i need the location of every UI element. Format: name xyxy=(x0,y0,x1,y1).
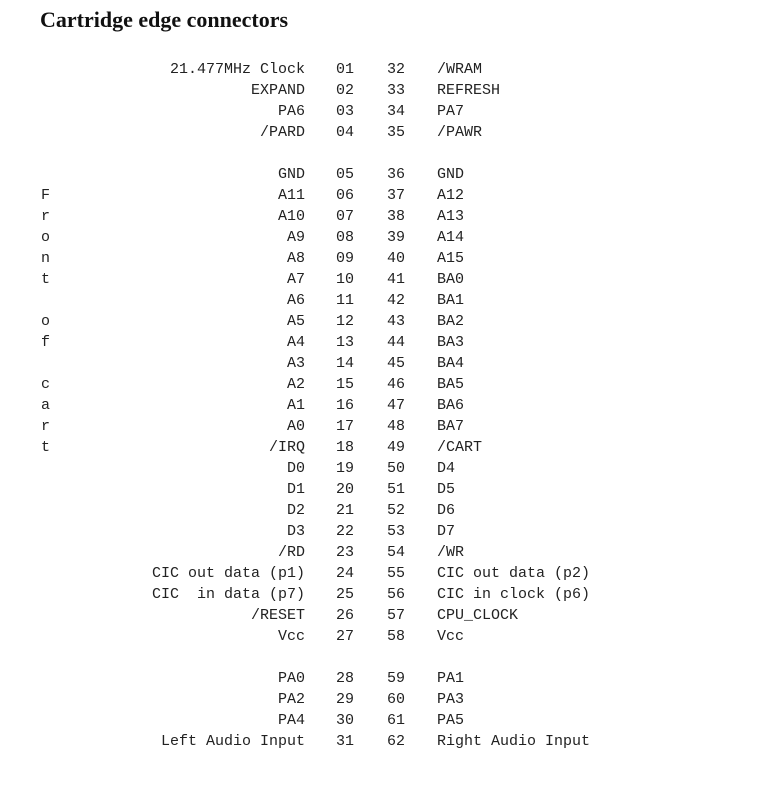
pin-row xyxy=(0,416,771,437)
right-signal-name: BA2 xyxy=(437,313,465,330)
left-pin-number: 14 xyxy=(336,355,355,372)
left-signal-name: A5 xyxy=(286,313,305,330)
right-signal-name: /WRAM xyxy=(437,61,483,78)
right-pin-number: 61 xyxy=(387,712,406,729)
left-pin-number: 07 xyxy=(336,208,355,225)
right-signal-name: CIC out data (p2) xyxy=(437,565,591,582)
left-pin-number: 23 xyxy=(336,544,355,561)
left-signal-name: Vcc xyxy=(277,628,305,645)
left-pin-number: 30 xyxy=(336,712,355,729)
right-pin-number: 35 xyxy=(387,124,406,141)
left-signal-name: D2 xyxy=(286,502,305,519)
left-pin-number: 22 xyxy=(336,523,355,540)
left-pin-number: 02 xyxy=(336,82,355,99)
right-pin-number: 37 xyxy=(387,187,406,204)
left-signal-name: A4 xyxy=(286,334,305,351)
right-pin-number: 59 xyxy=(387,670,406,687)
right-signal-name: /CART xyxy=(437,439,483,456)
right-signal-name: GND xyxy=(437,166,465,183)
right-signal-name: A14 xyxy=(437,229,465,246)
right-signal-name: /PAWR xyxy=(437,124,483,141)
pin-row xyxy=(0,290,771,311)
right-pin-number: 49 xyxy=(387,439,406,456)
left-pin-number: 04 xyxy=(336,124,355,141)
pin-row xyxy=(0,59,771,80)
left-signal-name: A8 xyxy=(286,250,305,267)
left-signal-name: /PARD xyxy=(259,124,305,141)
left-pin-number: 20 xyxy=(336,481,355,498)
left-pin-number: 11 xyxy=(336,292,355,309)
left-signal-name: D0 xyxy=(286,460,305,477)
pin-row xyxy=(0,374,771,395)
left-pin-number: 18 xyxy=(336,439,355,456)
pin-row xyxy=(0,311,771,332)
left-signal-name: /RD xyxy=(277,544,305,561)
right-signal-name: BA3 xyxy=(437,334,465,351)
right-pin-number: 50 xyxy=(387,460,406,477)
left-pin-number: 15 xyxy=(336,376,355,393)
left-pin-number: 31 xyxy=(336,733,355,750)
left-signal-name: PA6 xyxy=(277,103,305,120)
pin-row xyxy=(0,731,771,752)
right-signal-name: PA3 xyxy=(437,691,465,708)
right-signal-name: /WR xyxy=(437,544,465,561)
pin-row xyxy=(0,122,771,143)
right-pin-number: 39 xyxy=(387,229,406,246)
pin-row xyxy=(0,185,771,206)
right-signal-name: REFRESH xyxy=(437,82,501,99)
left-pin-number: 28 xyxy=(336,670,355,687)
pinout-table xyxy=(0,59,771,752)
right-signal-name: BA6 xyxy=(437,397,465,414)
right-pin-number: 40 xyxy=(387,250,406,267)
right-signal-name: Vcc xyxy=(437,628,465,645)
side-label-letter: n xyxy=(41,250,51,267)
pin-row xyxy=(0,605,771,626)
right-signal-name: D5 xyxy=(437,481,456,498)
pin-row xyxy=(0,479,771,500)
right-signal-name: PA7 xyxy=(437,103,465,120)
left-signal-name: GND xyxy=(277,166,305,183)
pin-row xyxy=(0,332,771,353)
pin-row xyxy=(0,227,771,248)
side-label-letter: F xyxy=(41,187,51,204)
pin-row xyxy=(0,101,771,122)
side-label-letter: a xyxy=(41,397,51,414)
right-pin-number: 53 xyxy=(387,523,406,540)
left-pin-number: 25 xyxy=(336,586,355,603)
left-signal-name: A9 xyxy=(286,229,305,246)
left-signal-name: A11 xyxy=(277,187,305,204)
left-signal-name: PA2 xyxy=(277,691,305,708)
side-label-letter: t xyxy=(41,439,51,456)
page-title: Cartridge edge connectors xyxy=(40,7,289,32)
right-pin-number: 38 xyxy=(387,208,406,225)
side-label-letter: o xyxy=(41,229,51,246)
pin-row xyxy=(0,626,771,647)
right-pin-number: 41 xyxy=(387,271,406,288)
right-pin-number: 47 xyxy=(387,397,406,414)
pin-row xyxy=(0,689,771,710)
right-pin-number: 56 xyxy=(387,586,406,603)
left-pin-number: 09 xyxy=(336,250,355,267)
right-pin-number: 42 xyxy=(387,292,406,309)
left-pin-number: 27 xyxy=(336,628,355,645)
left-pin-number: 17 xyxy=(336,418,355,435)
right-signal-name: PA5 xyxy=(437,712,465,729)
pin-row xyxy=(0,206,771,227)
right-signal-name: A12 xyxy=(437,187,465,204)
row-spacer xyxy=(0,647,771,668)
pin-row xyxy=(0,584,771,605)
pin-row xyxy=(0,668,771,689)
right-pin-number: 51 xyxy=(387,481,406,498)
pin-row xyxy=(0,542,771,563)
left-signal-name: PA0 xyxy=(277,670,305,687)
pin-row xyxy=(0,395,771,416)
right-signal-name: Right Audio Input xyxy=(437,733,591,750)
left-signal-name: A10 xyxy=(277,208,305,225)
left-pin-number: 08 xyxy=(336,229,355,246)
left-signal-name: A0 xyxy=(286,418,305,435)
left-signal-name: A7 xyxy=(286,271,305,288)
right-signal-name: CIC in clock (p6) xyxy=(437,586,591,603)
left-signal-name: CIC out data (p1) xyxy=(151,565,305,582)
pin-row xyxy=(0,710,771,731)
right-pin-number: 55 xyxy=(387,565,406,582)
left-signal-name: A2 xyxy=(286,376,305,393)
left-signal-name: PA4 xyxy=(277,712,305,729)
pin-row xyxy=(0,80,771,101)
right-pin-number: 36 xyxy=(387,166,406,183)
left-signal-name: CIC in data (p7) xyxy=(151,586,305,603)
right-pin-number: 46 xyxy=(387,376,406,393)
left-pin-number: 16 xyxy=(336,397,355,414)
right-pin-number: 52 xyxy=(387,502,406,519)
left-pin-number: 19 xyxy=(336,460,355,477)
right-signal-name: BA1 xyxy=(437,292,465,309)
left-signal-name: /IRQ xyxy=(268,439,305,456)
right-pin-number: 43 xyxy=(387,313,406,330)
right-pin-number: 45 xyxy=(387,355,406,372)
left-pin-number: 06 xyxy=(336,187,355,204)
right-signal-name: BA7 xyxy=(437,418,465,435)
right-signal-name: CPU_CLOCK xyxy=(437,607,519,624)
right-pin-number: 54 xyxy=(387,544,406,561)
left-signal-name: Left Audio Input xyxy=(160,733,305,750)
right-signal-name: BA0 xyxy=(437,271,465,288)
left-signal-name: /RESET xyxy=(250,607,305,624)
side-label-letter: f xyxy=(41,334,51,351)
left-signal-name: A1 xyxy=(286,397,305,414)
pin-row xyxy=(0,563,771,584)
side-label-letter: o xyxy=(41,313,51,330)
left-signal-name: A6 xyxy=(286,292,305,309)
right-pin-number: 34 xyxy=(387,103,406,120)
right-pin-number: 62 xyxy=(387,733,406,750)
side-label-letter: r xyxy=(41,418,51,435)
left-pin-number: 05 xyxy=(336,166,355,183)
pin-row xyxy=(0,437,771,458)
left-signal-name: D1 xyxy=(286,481,305,498)
right-pin-number: 32 xyxy=(387,61,406,78)
right-signal-name: D6 xyxy=(437,502,456,519)
right-signal-name: D4 xyxy=(437,460,456,477)
right-signal-name: BA4 xyxy=(437,355,465,372)
side-label-letter: t xyxy=(41,271,51,288)
right-signal-name: BA5 xyxy=(437,376,465,393)
right-pin-number: 60 xyxy=(387,691,406,708)
left-pin-number: 10 xyxy=(336,271,355,288)
left-pin-number: 12 xyxy=(336,313,355,330)
left-signal-name: D3 xyxy=(286,523,305,540)
pin-row xyxy=(0,353,771,374)
right-signal-name: PA1 xyxy=(437,670,465,687)
left-pin-number: 21 xyxy=(336,502,355,519)
row-spacer xyxy=(0,143,771,164)
left-pin-number: 29 xyxy=(336,691,355,708)
right-pin-number: 33 xyxy=(387,82,406,99)
pin-row xyxy=(0,458,771,479)
left-pin-number: 26 xyxy=(336,607,355,624)
pin-row xyxy=(0,500,771,521)
left-pin-number: 13 xyxy=(336,334,355,351)
pin-row xyxy=(0,164,771,185)
left-pin-number: 03 xyxy=(336,103,355,120)
pin-row xyxy=(0,248,771,269)
right-pin-number: 48 xyxy=(387,418,406,435)
left-signal-name: 21.477MHz Clock xyxy=(169,61,305,78)
pin-row xyxy=(0,521,771,542)
right-signal-name: D7 xyxy=(437,523,456,540)
right-signal-name: A13 xyxy=(437,208,465,225)
left-pin-number: 01 xyxy=(336,61,355,78)
right-pin-number: 44 xyxy=(387,334,406,351)
left-signal-name: A3 xyxy=(286,355,305,372)
side-label-letter: r xyxy=(41,208,51,225)
right-pin-number: 57 xyxy=(387,607,406,624)
right-pin-number: 58 xyxy=(387,628,406,645)
side-label-letter: c xyxy=(41,376,51,393)
pin-row xyxy=(0,269,771,290)
left-signal-name: EXPAND xyxy=(250,82,305,99)
right-signal-name: A15 xyxy=(437,250,465,267)
left-pin-number: 24 xyxy=(336,565,355,582)
